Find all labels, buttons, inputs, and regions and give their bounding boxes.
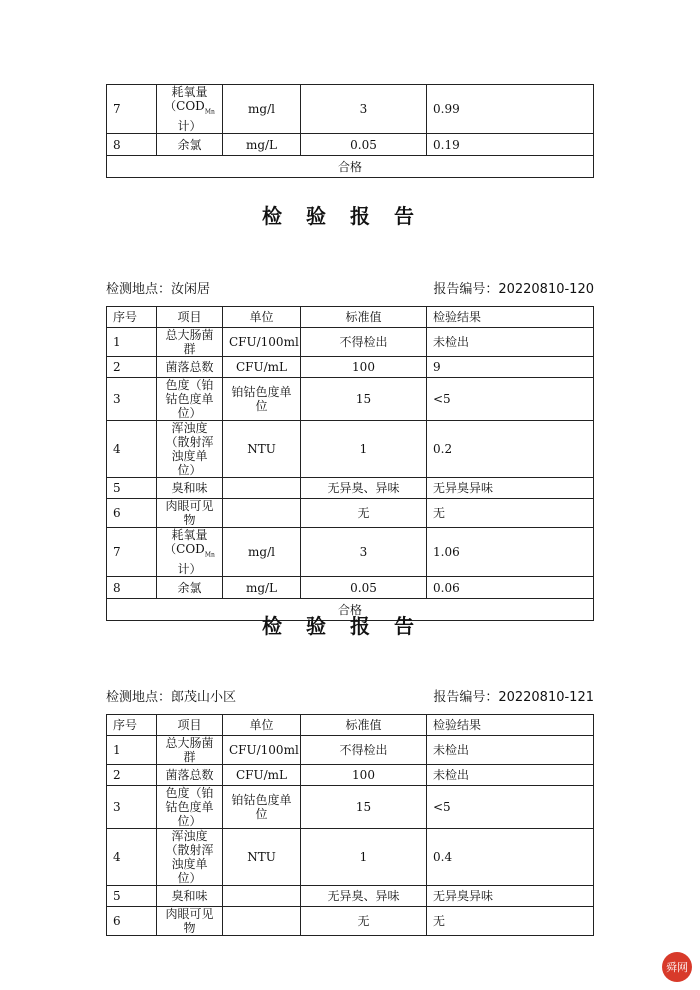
cell-unit xyxy=(223,499,301,528)
table-row xyxy=(107,328,594,357)
cell-unit: 铂钴色度单位 xyxy=(223,786,301,829)
cell-no: 6 xyxy=(107,907,157,936)
cell-result: 0.99 xyxy=(427,85,594,134)
table-row xyxy=(107,829,594,886)
table-row xyxy=(107,357,594,378)
cell-std: 15 xyxy=(301,786,427,829)
cell-unit xyxy=(223,886,301,907)
cell-item: 余氯 xyxy=(157,577,223,599)
cell-no: 8 xyxy=(107,577,157,599)
cell-no: 1 xyxy=(107,328,157,357)
cell-unit: mg/l xyxy=(223,528,301,577)
cell-no: 4 xyxy=(107,829,157,886)
header-unit: 单位 xyxy=(223,307,301,328)
cell-std: 3 xyxy=(301,528,427,577)
cell-item: 肉眼可见物 xyxy=(157,499,223,528)
cell-std: 0.05 xyxy=(301,577,427,599)
table-header-row xyxy=(107,307,594,328)
cell-std: 15 xyxy=(301,378,427,421)
cell-no: 3 xyxy=(107,378,157,421)
cell-unit: CFU/mL xyxy=(223,357,301,378)
table-header-row xyxy=(107,715,594,736)
report-title: 检验报告 xyxy=(262,614,438,638)
header-item: 项目 xyxy=(157,307,223,328)
cell-std: 1 xyxy=(301,421,427,478)
table-row xyxy=(107,528,594,577)
cell-item: 菌落总数 xyxy=(157,357,223,378)
cell-result: 0.4 xyxy=(427,829,594,886)
conclusion-cell: 合格 xyxy=(107,156,594,178)
cell-std: 无异臭、异味 xyxy=(301,886,427,907)
watermark-logo: 舜网 xyxy=(662,952,692,982)
cell-unit: CFU/100ml xyxy=(223,328,301,357)
cell-result: 0.19 xyxy=(427,134,594,156)
cell-no: 1 xyxy=(107,736,157,765)
cell-no: 6 xyxy=(107,499,157,528)
table-row xyxy=(107,886,594,907)
header-result: 检验结果 xyxy=(427,307,594,328)
table-row xyxy=(107,577,594,599)
conclusion-row xyxy=(107,156,594,178)
cell-item: 浑浊度（散射浑浊度单位） xyxy=(157,421,223,478)
cell-no: 4 xyxy=(107,421,157,478)
cell-result: <5 xyxy=(427,378,594,421)
table-row xyxy=(107,907,594,936)
cell-std: 0.05 xyxy=(301,134,427,156)
report-meta xyxy=(106,686,594,705)
cell-no: 8 xyxy=(107,134,157,156)
header-item: 项目 xyxy=(157,715,223,736)
table-row xyxy=(107,421,594,478)
cell-item: 耗氧量（$COD_{Mn}$计） xyxy=(157,85,223,134)
cell-result: 0.2 xyxy=(427,421,594,478)
table-row xyxy=(107,499,594,528)
cell-no: 2 xyxy=(107,357,157,378)
test-location: 检测地点：汝闲居 xyxy=(106,282,211,297)
cell-result: 无 xyxy=(427,499,594,528)
cell-unit: CFU/mL xyxy=(223,765,301,786)
conclusion-cell: 合格 xyxy=(107,599,594,621)
cell-result: 1.06 xyxy=(427,528,594,577)
table-row xyxy=(107,378,594,421)
cell-item: 臭和味 xyxy=(157,478,223,499)
cell-result: <5 xyxy=(427,786,594,829)
cell-std: 无 xyxy=(301,907,427,936)
cell-item: 余氯 xyxy=(157,134,223,156)
report-table xyxy=(106,306,594,621)
table-row xyxy=(107,765,594,786)
cell-unit: mg/L xyxy=(223,577,301,599)
cell-unit: mg/l xyxy=(223,85,301,134)
top-continuation-table xyxy=(106,84,594,178)
cell-item: 浑浊度（散射浑浊度单位） xyxy=(157,829,223,886)
cell-item: 总大肠菌群 xyxy=(157,736,223,765)
cell-std: 无异臭、异味 xyxy=(301,478,427,499)
table-row xyxy=(107,786,594,829)
cell-item: 色度（铂钴色度单位） xyxy=(157,378,223,421)
cell-item: 菌落总数 xyxy=(157,765,223,786)
report-number: 报告编号：20220810-120 xyxy=(433,282,594,297)
cell-unit: CFU/100ml xyxy=(223,736,301,765)
cell-unit xyxy=(223,478,301,499)
cell-no: 5 xyxy=(107,886,157,907)
header-no: 序号 xyxy=(107,307,157,328)
cell-std: 3 xyxy=(301,85,427,134)
report-title: 检验报告 xyxy=(262,204,438,228)
cell-item: 臭和味 xyxy=(157,886,223,907)
cell-item: 肉眼可见物 xyxy=(157,907,223,936)
cell-result: 未检出 xyxy=(427,736,594,765)
report-number: 报告编号：20220810-121 xyxy=(433,690,594,705)
cell-no: 7 xyxy=(107,85,157,134)
cell-std: 不得检出 xyxy=(301,736,427,765)
cell-unit: 铂钴色度单位 xyxy=(223,378,301,421)
report-meta xyxy=(106,278,594,297)
cell-std: 100 xyxy=(301,357,427,378)
header-result: 检验结果 xyxy=(427,715,594,736)
cell-item: 耗氧量（$COD_{Mn}$计） xyxy=(157,528,223,577)
test-location: 检测地点：郎茂山小区 xyxy=(106,690,237,705)
cell-std: 不得检出 xyxy=(301,328,427,357)
header-std: 标准值 xyxy=(301,715,427,736)
header-unit: 单位 xyxy=(223,715,301,736)
report-table xyxy=(106,714,594,936)
header-std: 标准值 xyxy=(301,307,427,328)
cell-item: 总大肠菌群 xyxy=(157,328,223,357)
table-row xyxy=(107,134,594,156)
table-row xyxy=(107,478,594,499)
cell-no: 7 xyxy=(107,528,157,577)
table-row xyxy=(107,85,594,134)
cell-unit: mg/L xyxy=(223,134,301,156)
cell-unit: NTU xyxy=(223,829,301,886)
cell-result: 无异臭异味 xyxy=(427,886,594,907)
table-row xyxy=(107,736,594,765)
cell-std: 1 xyxy=(301,829,427,886)
cell-std: 无 xyxy=(301,499,427,528)
cell-no: 5 xyxy=(107,478,157,499)
cell-result: 未检出 xyxy=(427,765,594,786)
cell-result: 无 xyxy=(427,907,594,936)
cell-no: 3 xyxy=(107,786,157,829)
cell-item: 色度（铂钴色度单位） xyxy=(157,786,223,829)
cell-unit xyxy=(223,907,301,936)
cell-no: 2 xyxy=(107,765,157,786)
header-no: 序号 xyxy=(107,715,157,736)
cell-std: 100 xyxy=(301,765,427,786)
cell-result: 0.06 xyxy=(427,577,594,599)
cell-result: 未检出 xyxy=(427,328,594,357)
cell-result: 无异臭异味 xyxy=(427,478,594,499)
cell-result: 9 xyxy=(427,357,594,378)
cell-unit: NTU xyxy=(223,421,301,478)
